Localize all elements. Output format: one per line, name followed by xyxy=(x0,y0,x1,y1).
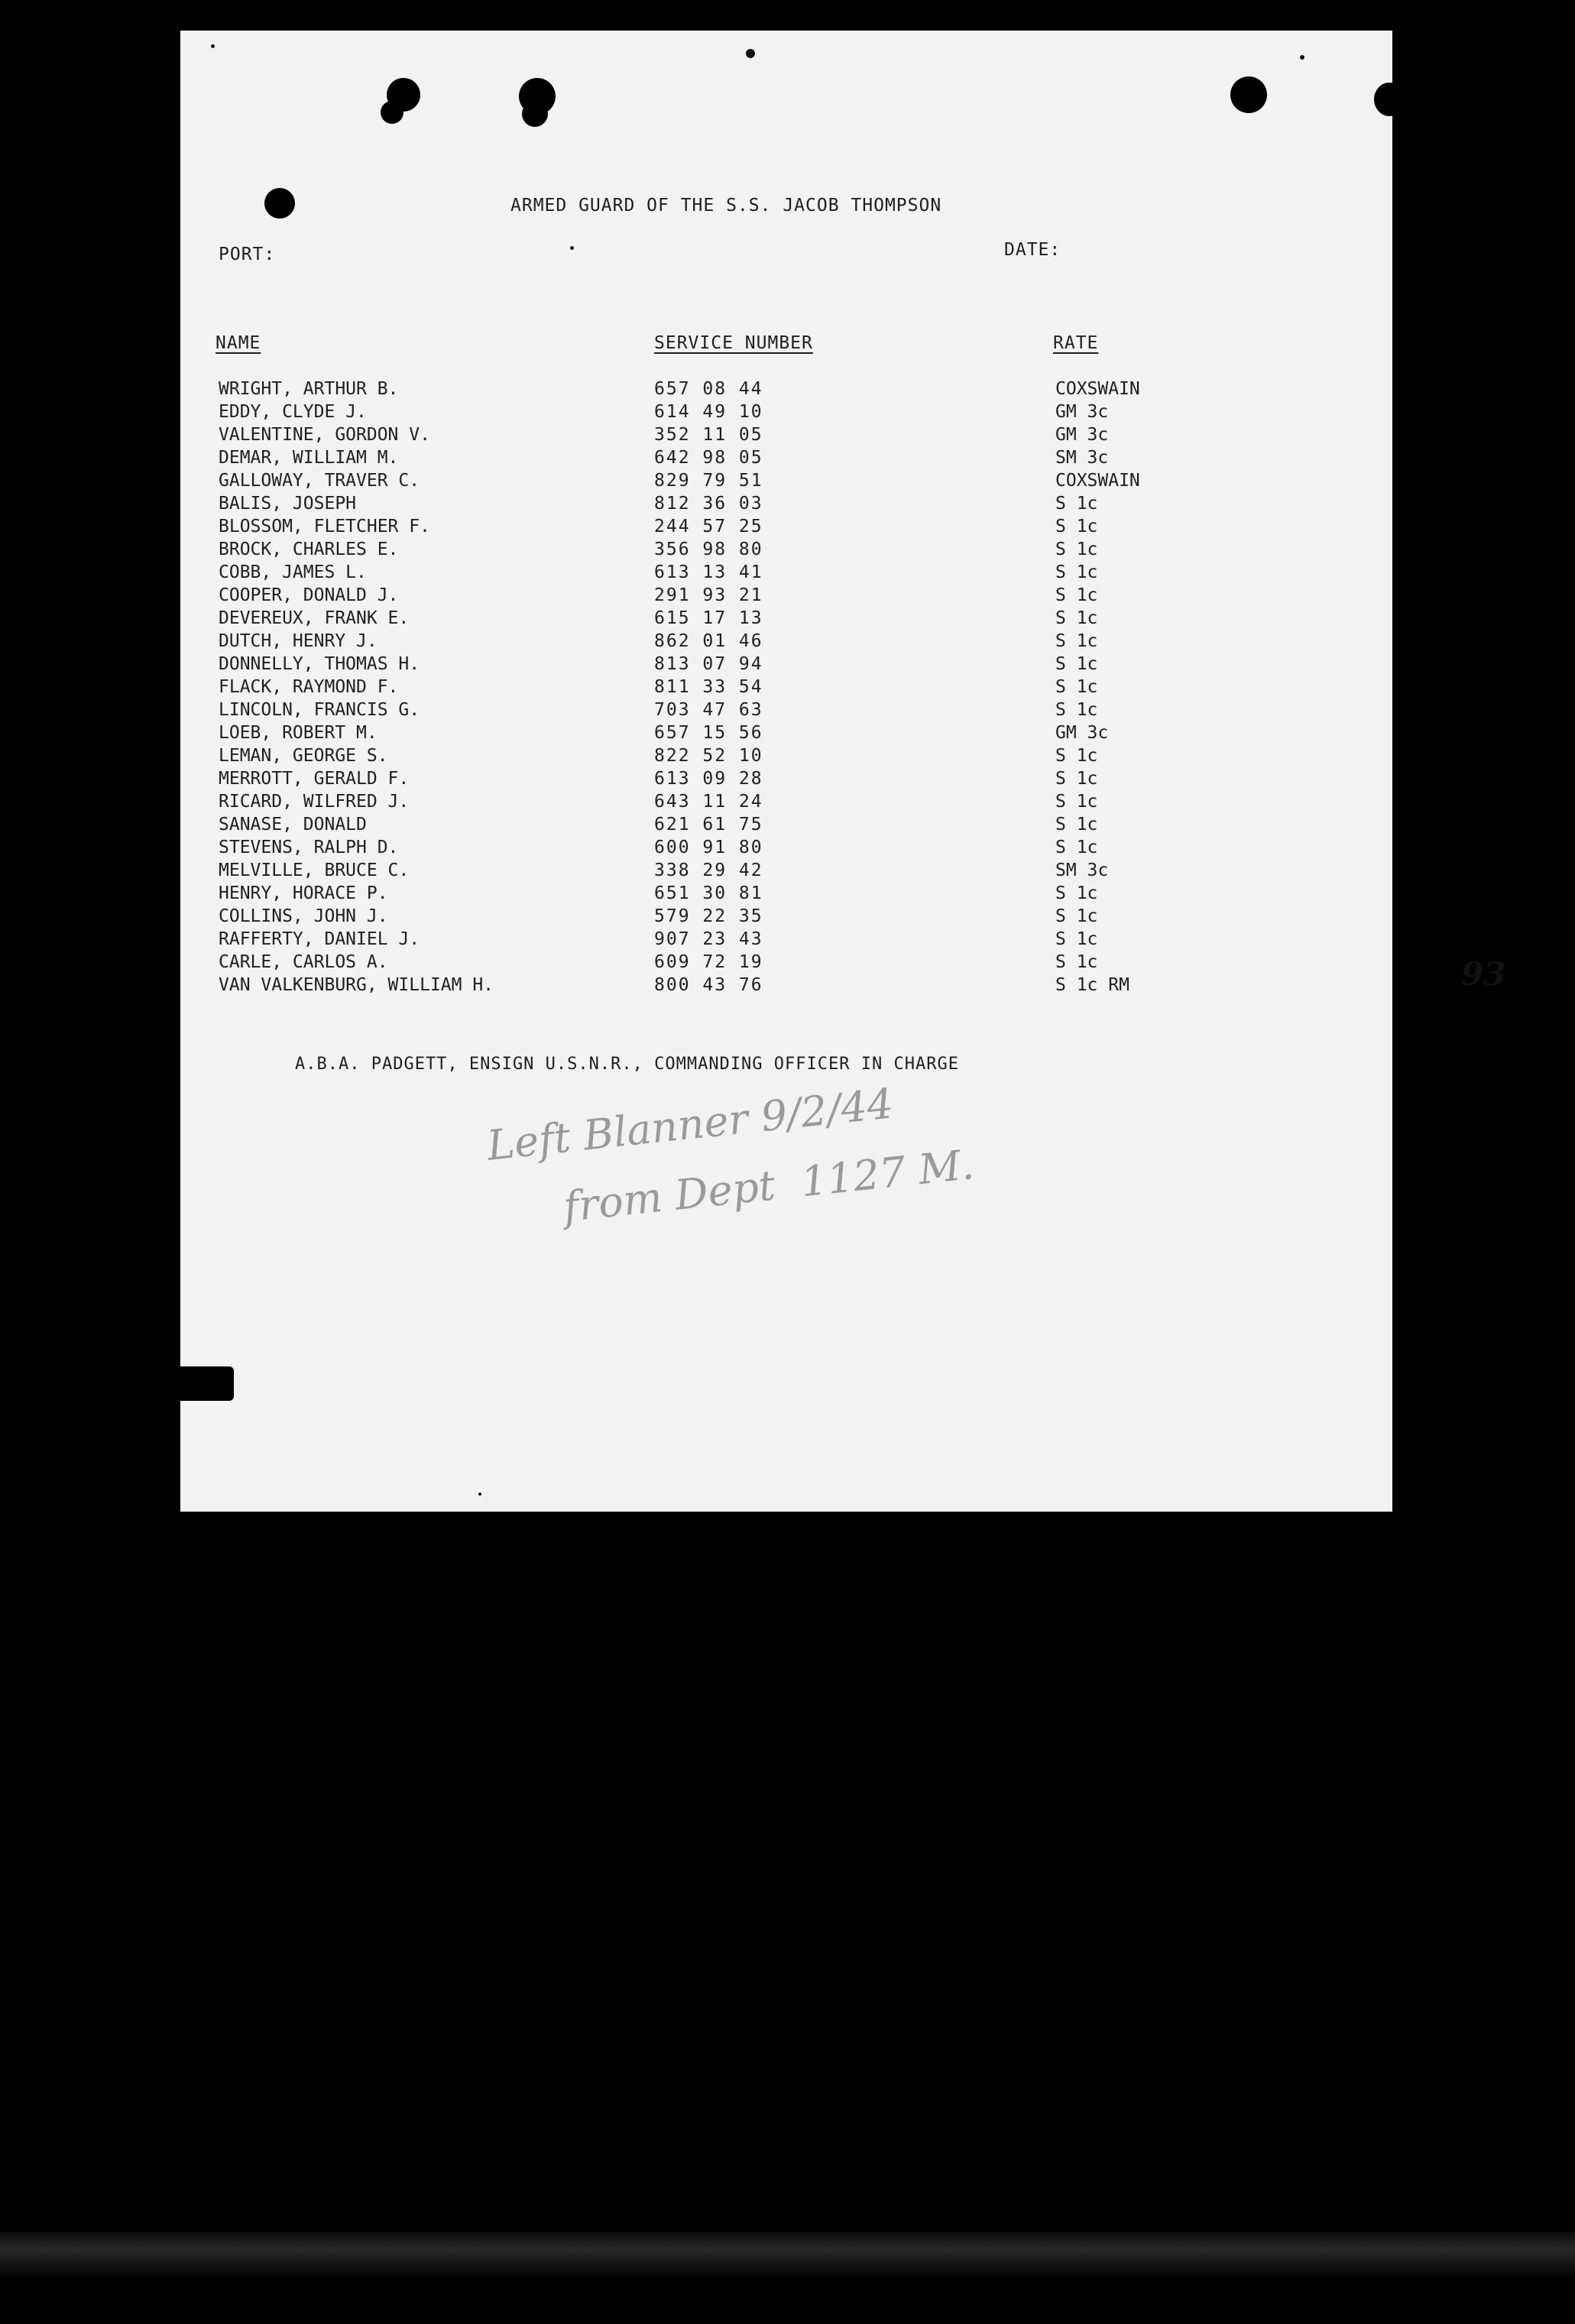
crew-name: VALENTINE, GORDON V. xyxy=(219,425,430,445)
rate: COXSWAIN xyxy=(1055,379,1140,399)
crew-name: SANASE, DONALD xyxy=(219,815,367,835)
rate: S 1c xyxy=(1055,883,1098,903)
rate: S 1c xyxy=(1055,654,1098,674)
table-row xyxy=(180,562,1392,585)
service-number: 613 13 41 xyxy=(654,562,763,582)
crew-name: CARLE, CARLOS A. xyxy=(219,952,388,972)
port-label: PORT: xyxy=(219,245,276,264)
rate: S 1c xyxy=(1055,631,1098,651)
rate: S 1c xyxy=(1055,585,1098,605)
service-number: 614 49 10 xyxy=(654,402,763,422)
document-page xyxy=(180,31,1506,1512)
service-number: 800 43 76 xyxy=(654,975,763,995)
service-number: 621 61 75 xyxy=(654,815,763,835)
service-number: 291 93 21 xyxy=(654,585,763,605)
rate: S 1c xyxy=(1055,906,1098,926)
table-row xyxy=(180,654,1392,677)
rate: S 1c xyxy=(1055,792,1098,812)
handwritten-note: from Dept 1127 M. xyxy=(561,1139,977,1232)
page-number: 93 xyxy=(1461,955,1506,993)
table-row xyxy=(180,608,1392,631)
rate: S 1c xyxy=(1055,769,1098,789)
service-number: 613 09 28 xyxy=(654,769,763,789)
speck xyxy=(746,49,755,58)
service-number: 615 17 13 xyxy=(654,608,763,628)
officer-signature-line: A.B.A. PADGETT, ENSIGN U.S.N.R., COMMANDING OFFICER IN CHARGE xyxy=(295,1055,959,1074)
rate: GM 3c xyxy=(1055,402,1109,422)
rate: SM 3c xyxy=(1055,448,1109,468)
punch-hole xyxy=(381,101,403,124)
crew-name: STEVENS, RALPH D. xyxy=(219,838,399,857)
service-number: 907 23 43 xyxy=(654,929,763,949)
punch-hole xyxy=(1374,83,1405,116)
crew-name: LOEB, ROBERT M. xyxy=(219,723,378,743)
service-number: 244 57 25 xyxy=(654,517,763,536)
crew-name: COOPER, DONALD J. xyxy=(219,585,399,605)
speck xyxy=(211,44,215,48)
service-number: 813 07 94 xyxy=(654,654,763,674)
punch-hole xyxy=(1230,76,1267,113)
column-header-name: NAME xyxy=(216,333,261,353)
crew-name: DEMAR, WILLIAM M. xyxy=(219,448,399,468)
crew-name: BLOSSOM, FLETCHER F. xyxy=(219,517,430,536)
table-row xyxy=(180,700,1392,723)
table-row xyxy=(180,723,1392,746)
table-row xyxy=(180,929,1392,952)
crew-name: DONNELLY, THOMAS H. xyxy=(219,654,420,674)
paper-tab xyxy=(168,1366,234,1401)
table-row xyxy=(180,425,1392,448)
speck xyxy=(1300,55,1304,60)
service-number: 651 30 81 xyxy=(654,883,763,903)
speck xyxy=(570,246,574,250)
table-row xyxy=(180,861,1392,883)
table-row xyxy=(180,402,1392,425)
speck xyxy=(478,1493,481,1496)
rate: S 1c xyxy=(1055,815,1098,835)
table-row xyxy=(180,677,1392,700)
rate: S 1c xyxy=(1055,608,1098,628)
table-row xyxy=(180,379,1392,402)
column-header-rate: RATE xyxy=(1053,333,1099,353)
service-number: 822 52 10 xyxy=(654,746,763,766)
crew-name: GALLOWAY, TRAVER C. xyxy=(219,471,420,491)
table-row xyxy=(180,471,1392,494)
service-number: 643 11 24 xyxy=(654,792,763,812)
service-number: 862 01 46 xyxy=(654,631,763,651)
service-number: 579 22 35 xyxy=(654,906,763,926)
rate: S 1c RM xyxy=(1055,975,1129,995)
table-row xyxy=(180,585,1392,608)
table-row xyxy=(180,792,1392,815)
crew-name: BALIS, JOSEPH xyxy=(219,494,357,514)
service-number: 811 33 54 xyxy=(654,677,763,697)
crew-name: RICARD, WILFRED J. xyxy=(219,792,410,812)
table-row xyxy=(180,952,1392,975)
crew-name: DEVEREUX, FRANK E. xyxy=(219,608,410,628)
film-edge xyxy=(0,2232,1575,2277)
rate: S 1c xyxy=(1055,952,1098,972)
date-label: DATE: xyxy=(1004,240,1061,260)
crew-name: WRIGHT, ARTHUR B. xyxy=(219,379,399,399)
table-row xyxy=(180,815,1392,838)
service-number: 600 91 80 xyxy=(654,838,763,857)
rate: SM 3c xyxy=(1055,861,1109,880)
table-row xyxy=(180,975,1392,998)
crew-name: BROCK, CHARLES E. xyxy=(219,540,399,559)
punch-hole xyxy=(264,188,295,219)
service-number: 642 98 05 xyxy=(654,448,763,468)
rate: S 1c xyxy=(1055,494,1098,514)
service-number: 657 08 44 xyxy=(654,379,763,399)
rate: S 1c xyxy=(1055,929,1098,949)
punch-hole xyxy=(522,101,548,127)
service-number: 352 11 05 xyxy=(654,425,763,445)
service-number: 829 79 51 xyxy=(654,471,763,491)
crew-name: MELVILLE, BRUCE C. xyxy=(219,861,410,880)
crew-name: HENRY, HORACE P. xyxy=(219,883,388,903)
table-row xyxy=(180,838,1392,861)
crew-name: DUTCH, HENRY J. xyxy=(219,631,378,651)
rate: S 1c xyxy=(1055,562,1098,582)
service-number: 812 36 03 xyxy=(654,494,763,514)
rate: S 1c xyxy=(1055,677,1098,697)
service-number: 703 47 63 xyxy=(654,700,763,720)
service-number: 356 98 80 xyxy=(654,540,763,559)
crew-name: VAN VALKENBURG, WILLIAM H. xyxy=(219,975,494,995)
document-title: ARMED GUARD OF THE S.S. JACOB THOMPSON xyxy=(510,196,942,216)
crew-name: COLLINS, JOHN J. xyxy=(219,906,388,926)
crew-name: EDDY, CLYDE J. xyxy=(219,402,367,422)
crew-name: MERROTT, GERALD F. xyxy=(219,769,410,789)
rate: S 1c xyxy=(1055,746,1098,766)
rate: COXSWAIN xyxy=(1055,471,1140,491)
rate: S 1c xyxy=(1055,517,1098,536)
table-row xyxy=(180,883,1392,906)
table-row xyxy=(180,517,1392,540)
crew-name: COBB, JAMES L. xyxy=(219,562,367,582)
service-number: 338 29 42 xyxy=(654,861,763,880)
table-row xyxy=(180,631,1392,654)
rate: S 1c xyxy=(1055,700,1098,720)
rate: S 1c xyxy=(1055,540,1098,559)
column-header-service-number: SERVICE NUMBER xyxy=(654,333,813,353)
table-row xyxy=(180,540,1392,562)
table-row xyxy=(180,494,1392,517)
crew-name: FLACK, RAYMOND F. xyxy=(219,677,399,697)
crew-name: LINCOLN, FRANCIS G. xyxy=(219,700,420,720)
crew-name: RAFFERTY, DANIEL J. xyxy=(219,929,420,949)
rate: GM 3c xyxy=(1055,723,1109,743)
table-row xyxy=(180,448,1392,471)
service-number: 657 15 56 xyxy=(654,723,763,743)
rate: GM 3c xyxy=(1055,425,1109,445)
table-row xyxy=(180,769,1392,792)
rate: S 1c xyxy=(1055,838,1098,857)
table-row xyxy=(180,746,1392,769)
table-row xyxy=(180,906,1392,929)
crew-name: LEMAN, GEORGE S. xyxy=(219,746,388,766)
handwritten-note: Left Blanner 9/2/44 xyxy=(484,1079,896,1170)
service-number: 609 72 19 xyxy=(654,952,763,972)
